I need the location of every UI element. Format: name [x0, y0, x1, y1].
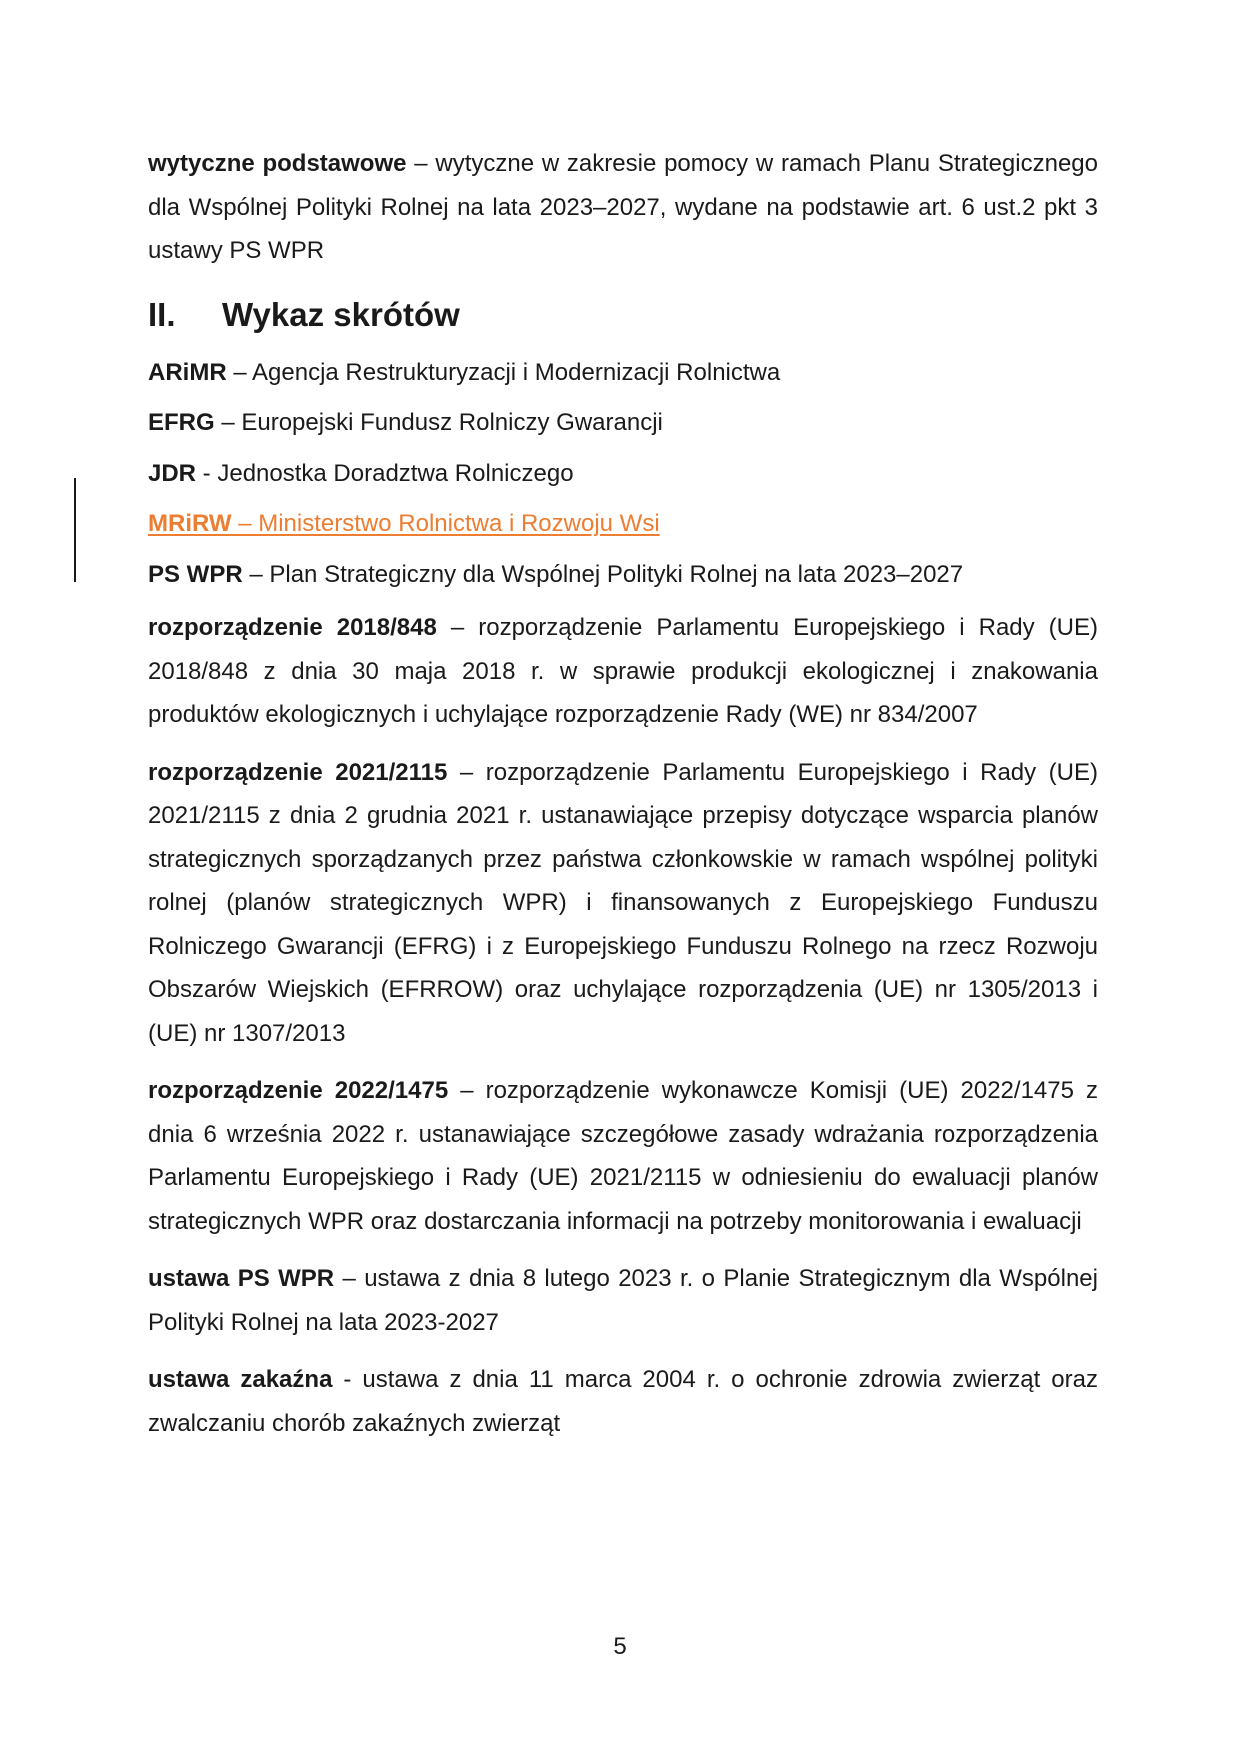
abbreviation-term: MRiRW: [148, 510, 232, 537]
abbreviation-text: – Europejski Fundusz Rolniczy Gwarancji: [214, 409, 663, 436]
section-heading: [148, 293, 1098, 337]
abbreviation-term: rozporządzenie 2018/848: [148, 614, 437, 641]
abbreviation-ustawa-ps-wpr: [148, 1257, 1098, 1344]
abbreviation-term: ustawa PS WPR: [148, 1265, 335, 1292]
abbreviation-term: rozporządzenie 2022/1475: [148, 1077, 449, 1104]
section-title: Wykaz skrótów: [222, 295, 460, 333]
abbreviation-term: ARiMR: [148, 358, 227, 386]
abbreviation-term: EFRG: [148, 409, 215, 436]
abbreviation-text: - ustawa z dnia 11 marca 2004 r. o ochronie zdrowia zwierząt oraz zwalczaniu chorób zakaźnych zwierząt: [148, 1366, 1098, 1437]
abbreviation-rozporzadzenie-2021-2115: [148, 751, 1098, 1056]
abbreviation-text: – rozporządzenie Parlamentu Europejskiego i Rady (UE) 2021/2115 z dnia 2 grudnia 2021 r. ustanawiające przepisy dotyczące wsparcia planów strategicznych sporządzanych przez państwa członkowskie w ramach wspólnej polityki rolnej (planów strategicznych WPR) i finansowanych z Europejskiego Funduszu Rolniczego Gwarancji (EFRG) i z Europejskiego Funduszu Rolnego na rzecz Rozwoju Obszarów Wiejskich (EFRROW) oraz uchylające rozporządzenia (UE) nr 1305/2013 i (UE) nr 1307/2013: [148, 758, 1098, 1047]
abbreviation-arimr: [148, 351, 1098, 395]
abbreviation-term: PS WPR: [148, 560, 243, 588]
tracked-change-bar: [74, 478, 76, 582]
abbreviation-text: – Agencja Restrukturyzacji i Modernizacji Rolnictwa: [226, 358, 781, 386]
abbreviation-text: – rozporządzenie wykonawcze Komisji (UE) 2022/1475 z dnia 6 września 2022 r. ustanawiające szczegółowe zasady wdrażania rozporządzenia Parlamentu Europejskiego i Rady (UE) 2021/2115 w odniesieniu do ewaluacji planów strategicznych WPR oraz dostarczania informacji na potrzeby monitorowania i ewaluacji: [148, 1077, 1098, 1235]
abbreviation-term: rozporządzenie 2021/2115: [148, 758, 448, 786]
abbreviation-efrg: [148, 401, 1098, 445]
abbreviation-text: – ustawa z dnia 8 lutego 2023 r. o Planie Strategicznym dla Wspólnej Polityki Rolnej na lata 2023-2027: [148, 1265, 1098, 1336]
abbreviation-text: – Ministerstwo Rolnictwa i Rozwoju Wsi: [231, 510, 660, 537]
definition-text: – wytyczne w zakresie pomocy w ramach Planu Strategicznego dla Wspólnej Polityki Rolnej na lata 2023–2027, wydane na podstawie art. 6 ust.2 pkt 3 ustawy PS WPR: [148, 150, 1099, 264]
abbreviation-ustawa-zakazna: [148, 1358, 1098, 1445]
page-number: 5: [613, 1633, 627, 1660]
abbreviation-text: – rozporządzenie Parlamentu Europejskiego i Rady (UE) 2018/848 z dnia 30 maja 2018 r. w sprawie produkcji ekologicznej i znakowania produktów ekologicznych i uchylające rozporządzenie Rady (WE) nr 834/2007: [148, 614, 1098, 728]
abbreviation-mrirw-tracked-change: [148, 502, 1098, 546]
abbreviation-term: ustawa zakaźna: [148, 1366, 333, 1393]
abbreviation-jdr: [148, 452, 1098, 496]
section-number: II.: [148, 295, 176, 333]
abbreviation-text: – Plan Strategiczny dla Wspólnej Polityki Rolnej na lata 2023–2027: [242, 560, 964, 588]
abbreviation-text: - Jednostka Doradztwa Rolniczego: [196, 459, 574, 487]
abbreviation-ps-wpr: [148, 553, 1098, 597]
definition-wytyczne-podstawowe: [148, 142, 1098, 273]
document-page: [148, 142, 1098, 1459]
definition-term: wytyczne podstawowe: [148, 150, 407, 177]
abbreviation-rozporzadzenie-2022-1475: [148, 1069, 1098, 1243]
abbreviation-rozporzadzenie-2018-848: [148, 606, 1098, 737]
abbreviation-term: JDR: [148, 459, 197, 487]
